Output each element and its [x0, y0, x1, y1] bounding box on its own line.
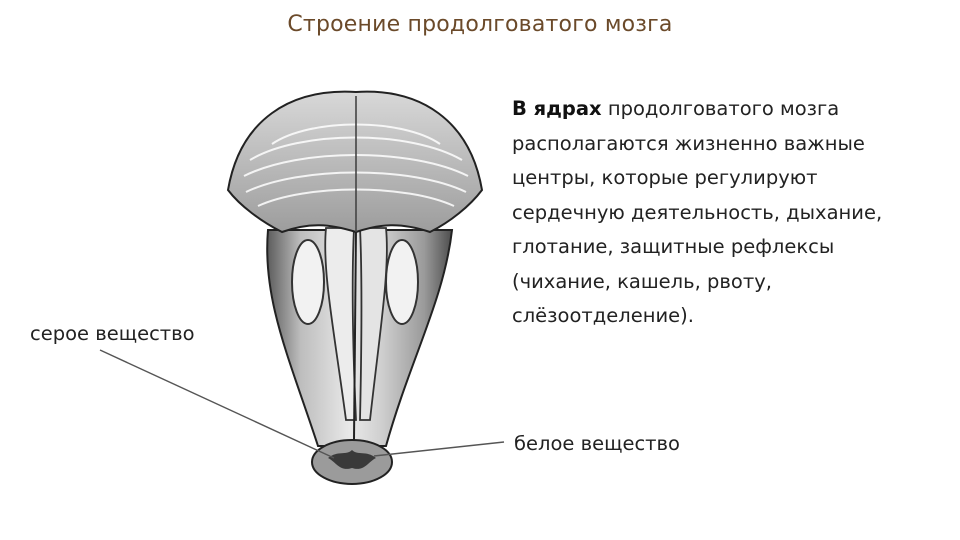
description-text [512, 92, 932, 334]
description-emphasis: В ядрах [512, 97, 602, 120]
left-olive [292, 240, 324, 324]
description-rest: продолговатого мозга располагаются жизненно важные центры, которые регулируют сердечную деятельность, дыхание, глотание, защитные рефлексы (чихание, кашель, рвоту, слёзоотделение). [512, 97, 883, 327]
right-olive [386, 240, 418, 324]
white-matter-leader [374, 442, 504, 456]
white-matter-label: белое вещество [514, 432, 680, 455]
gray-matter-label: серое вещество [30, 322, 195, 345]
slide-title: Строение продолговатого мозга [287, 12, 673, 37]
pons [228, 92, 482, 232]
